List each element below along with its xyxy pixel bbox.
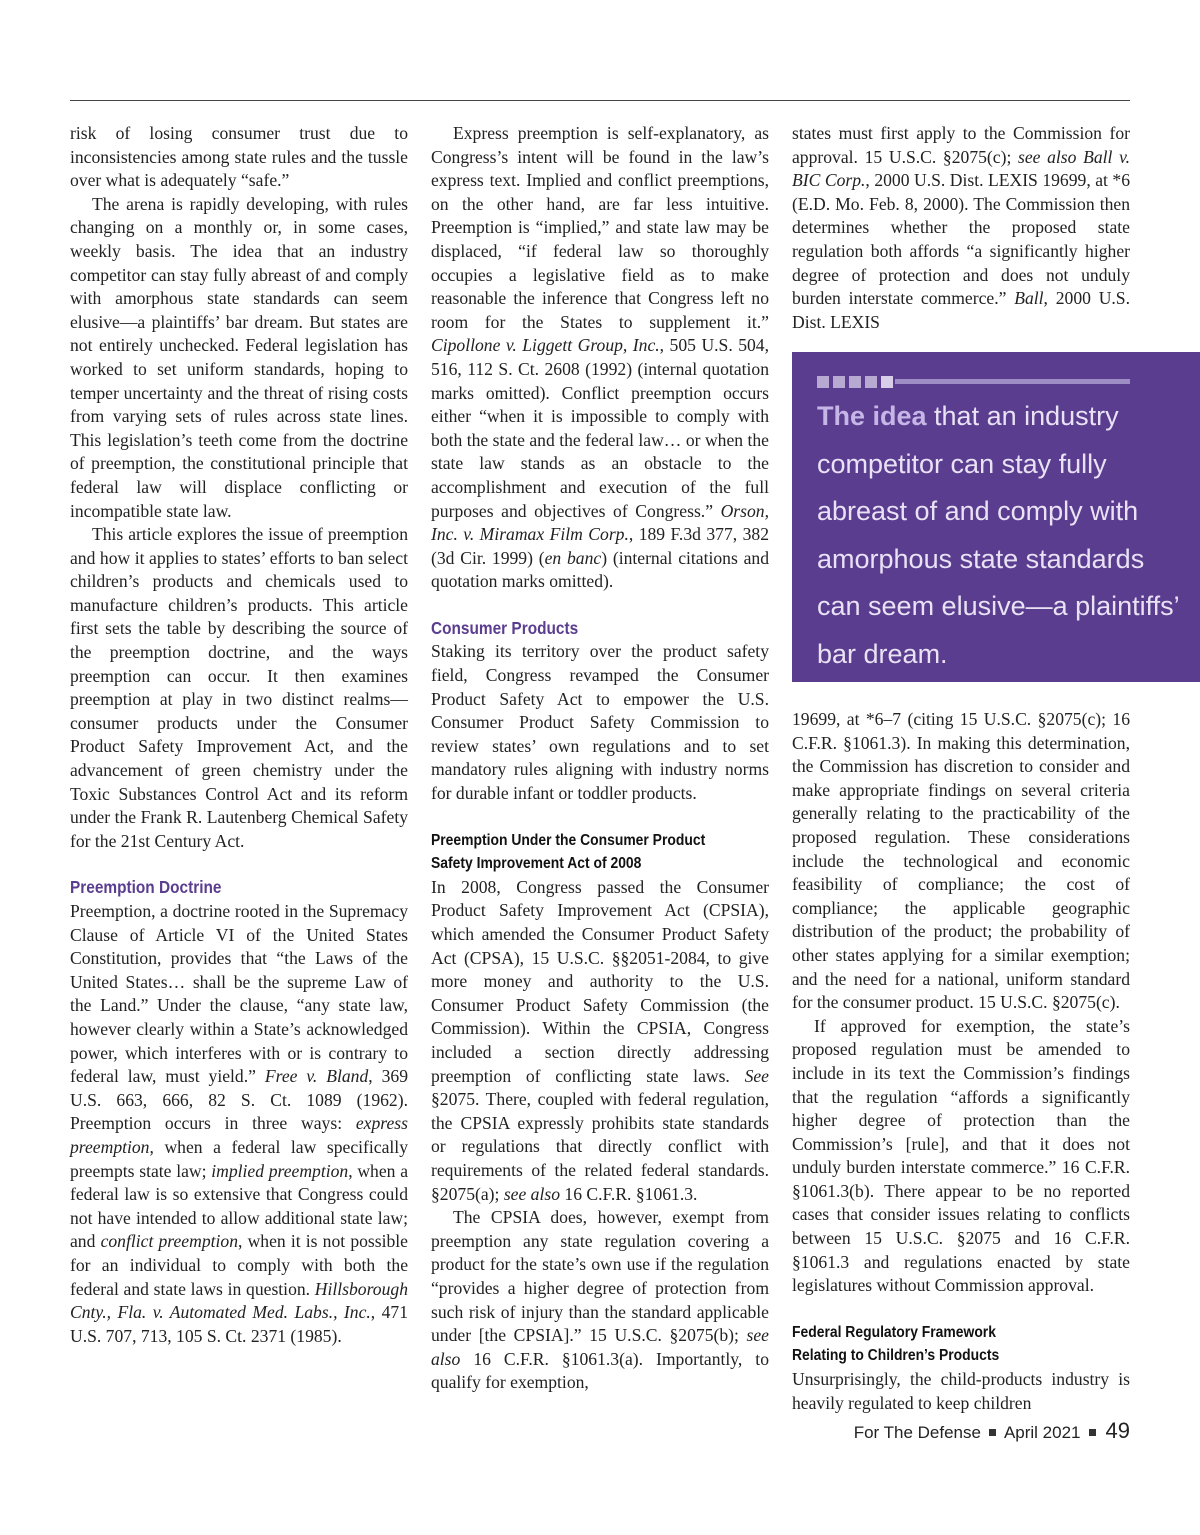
square-icon [865,376,877,388]
paragraph: Unsurprisingly, the child-products industry is heavily regulated to keep children [792,1369,1130,1413]
column-2 [431,122,769,1395]
square-icon [849,376,861,388]
stripe-divider [895,379,1130,384]
emphasis: implied preemption [211,1160,349,1181]
case-citation: Orson, Inc. v. Miramax Film Corp. [431,500,769,545]
case-citation: Cipollone v. Liggett Group, Inc. [431,335,660,356]
text-run: ) (internal citations and quotation marks omitted). [431,547,769,592]
emphasis: en banc [544,547,602,568]
subheading-line: Safety Improvement Act of 2008 [431,855,642,873]
paragraph: 19699, at *6–7 (citing 15 U.S.C. §2075(c); 16 C.F.R. §1061.3). In making this determination, the Commission has discretion to consider and make appropriate findings on several criteria generally relating to the practicability of the proposed regulation. These considerations include the technological and economic feasibility of compliance; the cost of compliance; the applicable geographic distribution of the product; the probability of other states applying for a similar exemption; and the need for a national, uniform standard for the consumer product. 15 U.S.C. §2075(c). [792,709,1130,1013]
pull-quote-text [817,393,1189,678]
subheading-line: Relating to Children’s Products [792,1347,1000,1365]
paragraph: The arena is rapidly developing, with rules changing on a monthly or, in some cases, weekly basis. The idea that an industry competitor can stay fully abreast of and comply with amorphous state standards can seem elusive—a plaintiffs’ bar dream. But states are not entirely unchecked. Federal legislation has worked to set uniform standards, hoping to temper uncertainty and the threat of rising costs from varying sets of rules across state lines. This legislation’s teeth come from the doctrine of preemption, the constitutional principle that federal law will displace conflicting or incompatible state law. [70,193,408,521]
square-icon [817,376,829,388]
paragraph [70,900,408,1348]
column-3-top [792,122,1130,334]
text-run: 16 C.F.R. §1061.3(a). Importantly, to qualify for exemption, [431,1348,769,1393]
text-run: , when a federal law is so extensive that Congress could not have intended to allow additional state law; and [70,1160,408,1252]
section-heading-preemption-doctrine: Preemption Doctrine [70,877,222,898]
text-run: , 2000 U.S. Dist. LEXIS [792,288,1130,332]
paragraph [431,122,769,594]
text-run: Preemption, a doctrine rooted in the Supremacy Clause of Article VI of the United States Constitution, provides that “the Laws of the United States… shall be the supreme Law of the Land.” Under the clause, “any state law, however clearly within a State’s acknowledged power, which interferes with or is contrary to federal law, must yield.” [70,901,408,1087]
pull-quote-body: that an industry competitor can stay fully abreast of and comply with amorphous state standards can seem elusive—a plaintiffs’ bar dream. [817,401,1179,669]
bullet-icon [989,1429,996,1436]
text-run: 16 C.F.R. §1061.3. [560,1183,698,1204]
text-run: §2075. There, coupled with federal regulation, the CPSIA expressly prohibits state standards or regulations that directly conflict with requirements of the related federal standards. §2075(a); [431,1089,769,1204]
page-number: 49 [1105,1418,1130,1443]
text-run: , when a federal law specifically preempts state law; [70,1136,408,1181]
paragraph [431,876,769,1206]
header-rule [70,100,1130,101]
pull-quote-lead: The idea [817,401,927,431]
bullet-icon [1089,1429,1096,1436]
text-run: The CPSIA does, however, exempt from preemption any state regulation covering a product for the state’s own use if the regulation “provides a higher degree of protection from such risk of injury than the standard applicable under [the CPSIA].” 15 U.S.C. §2075(b); [431,1207,769,1346]
text-run: , when it is not possible for an individual to comply with both the federal and state laws in question. [70,1231,408,1299]
paragraph: If approved for exemption, the state’s proposed regulation must be amended to include in its text the Commission’s findings that the regulation “affords a significantly higher degree of protection than the Commission’s [rule], and that it does not unduly burden interstate commerce.” 16 C.F.R. §1061.3(b). There appear to be no reported cases that consider issues relating to conflicts between 15 U.S.C. §2075 and 16 C.F.R. §1061.3 and regulations enacted by state legislatures without Commission approval. [792,1015,1130,1296]
page-footer [854,1418,1130,1444]
paragraph [431,1206,769,1395]
pull-quote-box [792,352,1200,682]
text-run: Express preemption is self-explanatory, as Congress’s intent will be found in the law’s express text. Implied and conflict preemptions, on the other hand, are far less intuitive. Preemption is “implied,” and state law may be displaced, “if federal law so thoroughly occupies a legislative field as to make reasonable the inference that Congress left no room for the States to supplement it.” [431,123,769,332]
text-run: , 2000 U.S. Dist. LEXIS 19699, at *6 (E.D. Mo. Feb. 8, 2000). The Commission then determines whether the proposed state regulation both affords “a significantly higher degree of protection and does not unduly burden interstate commerce.” [792,170,1130,309]
text-run: , 471 U.S. 707, 713, 105 S. Ct. 2371 (1985). [70,1302,408,1346]
paragraph: This article explores the issue of preemption and how it applies to states’ efforts to ban select children’s products and chemicals used to manufacture children’s products. This article first sets the table by describing the source of the preemption doctrine, and the ways preemption can occur. It then examines preemption at play in two distinct realms—consumer products under the Consumer Product Safety Improvement Act, and the advancement of green chemistry under the Toxic Substances Control Act and its reform under the Frank R. Lautenberg Chemical Safety for the 21st Century Act. [70,524,408,851]
subheading-line: Federal Regulatory Framework [792,1323,996,1341]
case-citation: Ball [1014,288,1044,309]
paragraph [792,122,1130,334]
case-citation: see also Ball v. BIC Corp. [792,146,1130,191]
decorative-bar [817,376,1130,390]
column-3-bottom [792,708,1130,1415]
column-1 [70,122,408,1348]
emphasis: See [744,1065,769,1086]
square-icon [833,376,845,388]
emphasis: express preemption [70,1113,408,1157]
text-run: , 189 F.3d 377, 382 (3d Cir. 1999) ( [431,524,769,568]
publication-name: For The Defense [853,1423,981,1442]
text-run: states must first apply to the Commission for approval. 15 U.S.C. §2075(c); [792,123,1130,167]
subheading-line: Preemption Under the Consumer Product [431,831,706,849]
emphasis: see also [503,1183,561,1204]
section-heading-consumer-products: Consumer Products [431,617,579,638]
issue-date: April 2021 [1003,1423,1081,1442]
paragraph: Staking its territory over the product safety field, Congress revamped the Consumer Product Safety Act to empower the U.S. Consumer Product Safety Commission to review states’ own regulations and to set mandatory rules aligning with industry norms for durable infant or toddler products. [431,641,769,804]
square-icon [881,376,893,388]
case-citation: Hillsborough Cnty., Fla. v. Automated Med. Labs., Inc. [70,1278,408,1323]
text-run: In 2008, Congress passed the Consumer Product Safety Improvement Act (CPSIA), which amended the Consumer Product Safety Act (CPSA), 15 U.S.C. §§2051-2084, to give more money and authority to the U.S. Consumer Product Safety Commission (the Commission). Within the CPSIA, Congress included a section directly addressing preemption of conflicting state laws. [431,876,769,1086]
paragraph: risk of losing consumer trust due to inconsistencies among state rules and the tussle over what is adequately “safe.” [70,123,408,191]
text-run: , 505 U.S. 504, 516, 112 S. Ct. 2608 (1992) (internal quotation marks omitted). Conflict preemption occurs either “when it is impossible to comply with both the state and the federal law… or when the state law stands as an obstacle to the accomplishment and execution of the full purposes and objectives of Congress.” [431,335,770,521]
emphasis: see also [431,1325,769,1369]
text-run: , 369 U.S. 663, 666, 82 S. Ct. 1089 (1962). Preemption occurs in three ways: [70,1066,408,1134]
emphasis: conflict preemption [100,1231,238,1252]
case-citation: Free v. Bland [264,1066,369,1087]
